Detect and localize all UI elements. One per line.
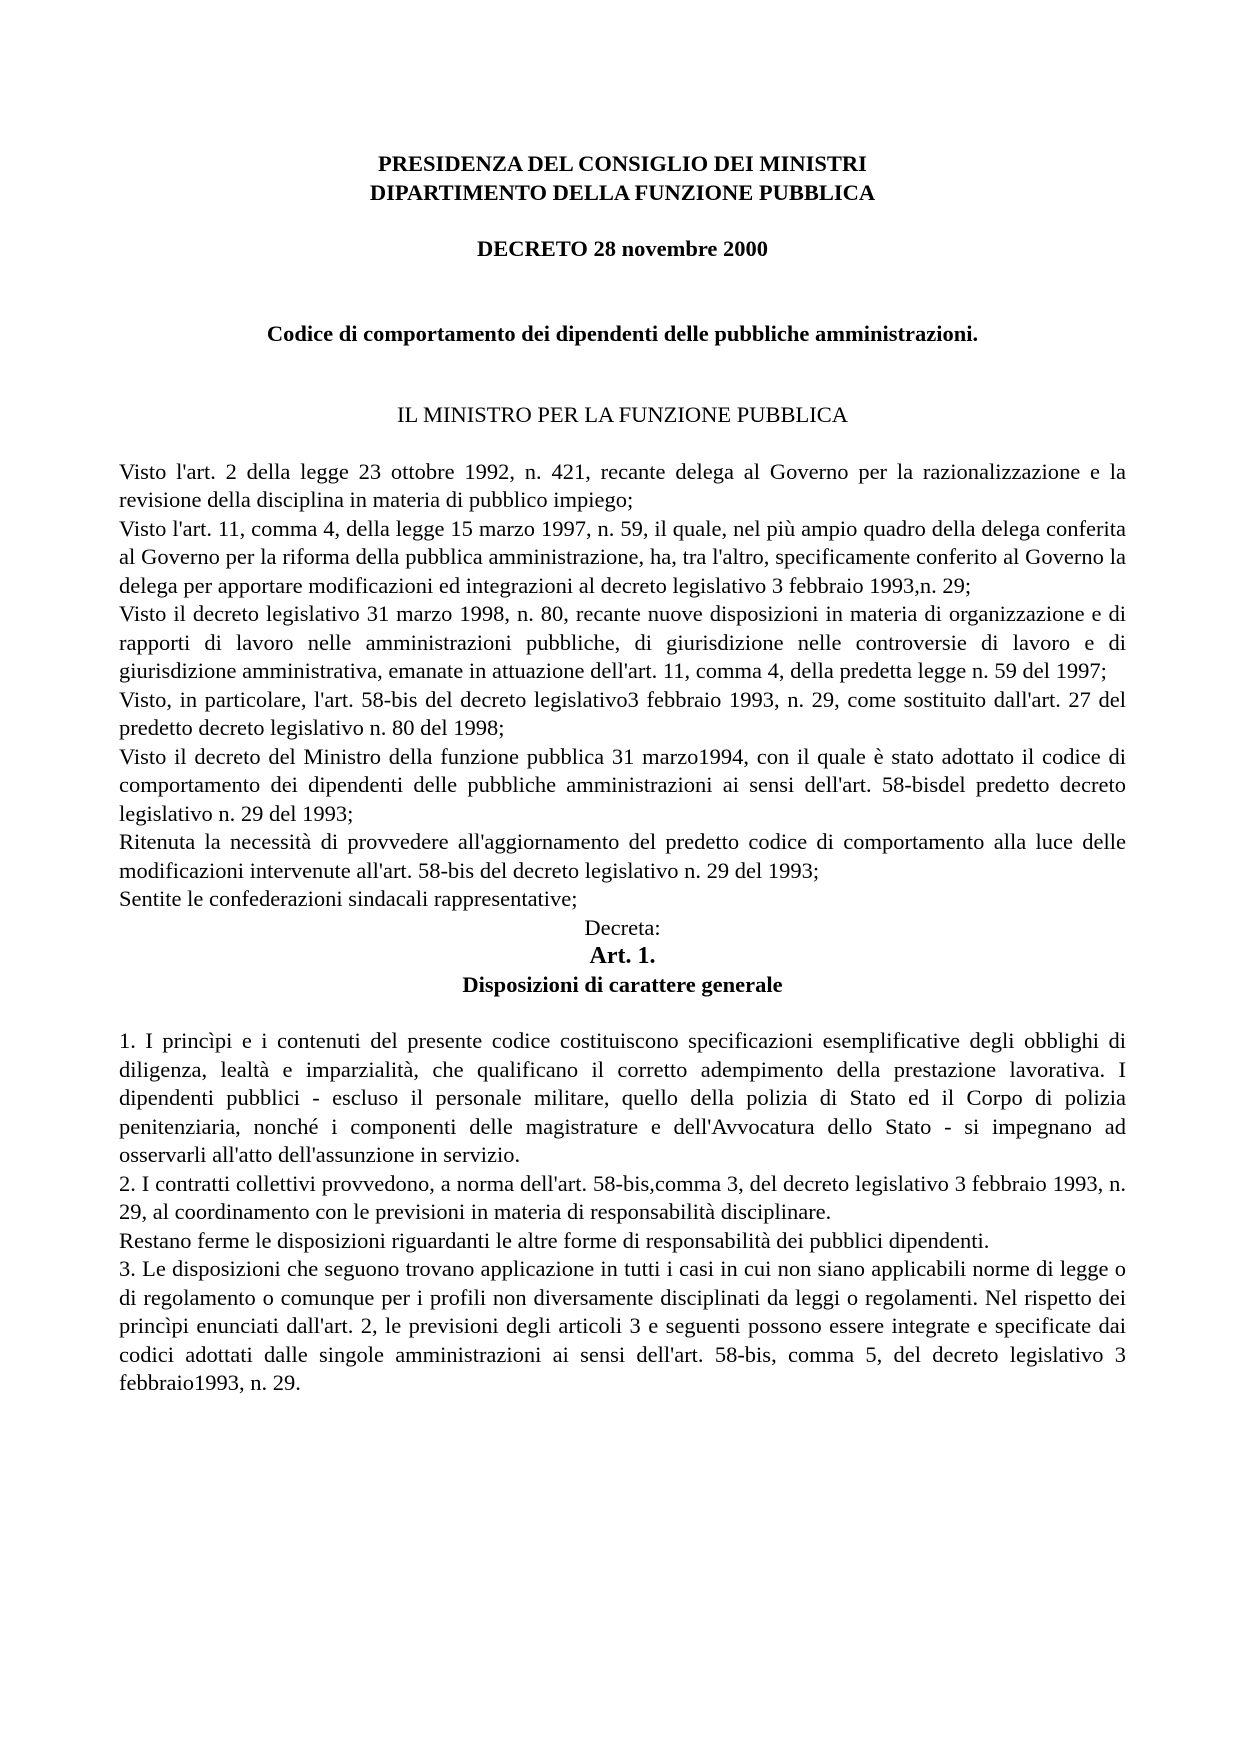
premise: Sentite le confederazioni sindacali rappresentative; (119, 886, 578, 911)
premise: Visto, in particolare, l'art. 58-bis del decreto legislativo3 febbraio 1993, n. 29, come sostituito dall'art. 27 del predetto decreto legislativo n. 80 del 1998; (119, 686, 1126, 740)
article-paragraph: 1. I princìpi e i contenuti del presente codice costituiscono specificazioni esemplificative degli obblighi di diligenza, lealtà e imparzialità, che qualificano il corretto adempimento della prestazione lavorativa. I dipendenti pubblici - escluso il personale militare, quello della polizia di Stato ed il Corpo di polizia penitenziaria, nonché i componenti delle magistrature e dell'Avvocatura dello Stato - si impegnano ad osservarli all'atto dell'assunzione in servizio. (119, 1028, 1126, 1167)
premise: Visto l'art. 2 della legge 23 ottobre 1992, n. 421, recante delega al Governo per la razionalizzazione e la revisione della disciplina in materia di pubblico impiego; (119, 458, 1126, 512)
premise: Ritenuta la necessità di provvedere all'aggiornamento del predetto codice di comportamento alla luce delle modificazioni intervenute all'art. 58-bis del decreto legislativo n. 29 del 1993; (119, 829, 1126, 883)
premise: Visto il decreto del Ministro della funzione pubblica 31 marzo1994, con il quale è stato adottato il codice di comportamento dei dipendenti delle pubbliche amministrazioni ai sensi dell'art. 58-bisdel predetto decreto legislativo n. 29 del 1993; (119, 743, 1126, 826)
article-body (119, 1027, 1126, 1398)
article-paragraph: 3. Le disposizioni che seguono trovano applicazione in tutti i casi in cui non siano applicabili norme di legge o di regolamento o comunque per i profili non diversamente disciplinati da leggi o regolamenti. Nel rispetto dei princìpi enunciati dall'art. 2, le previsioni degli articoli 3 e seguenti possono essere integrate e specificate dai codici adottati dalle singole amministrazioni ai sensi dell'art. 58-bis, comma 5, del decreto legislativo 3 febbraio1993, n. 29. (119, 1256, 1126, 1395)
article-heading: Disposizioni di carattere generale (462, 971, 783, 997)
decreta-label: Decreta: (584, 914, 661, 940)
premise: Visto l'art. 11, comma 4, della legge 15 marzo 1997, n. 59, il quale, nel più ampio quadro della delega conferita al Governo per la riforma della pubblica amministrazione, ha, tra l'altro, specificamente conferito al Governo la delega per apportare modificazioni ed integrazioni al decreto legislativo 3 febbraio 1993,n. 29; (119, 515, 1126, 598)
issuer: IL MINISTRO PER LA FUNZIONE PUBBLICA (396, 402, 849, 427)
document-title: Codice di comportamento dei dipendenti delle pubbliche amministrazioni. (266, 320, 979, 346)
premises-section (119, 458, 1126, 914)
decree-date: DECRETO 28 novembre 2000 (476, 236, 769, 261)
document-content (119, 150, 1126, 1398)
article-number: Art. 1. (589, 943, 656, 969)
header-line-2: DIPARTIMENTO DELLA FUNZIONE PUBBLICA (369, 179, 876, 205)
premise: Visto il decreto legislativo 31 marzo 1998, n. 80, recante nuove disposizioni in materia di organizzazione e di rapporti di lavoro nelle amministrazioni pubbliche, di giurisdizione nelle controversie di lavoro e di giurisdizione amministrativa, emanate in attuazione dell'art. 11, comma 4, della predetta legge n. 59 del 1997; (119, 601, 1126, 683)
article-paragraph: Restano ferme le disposizioni riguardanti le altre forme di responsabilità dei pubblici dipendenti. (119, 1227, 990, 1253)
header-line-1: PRESIDENZA DEL CONSIGLIO DEI MINISTRI (378, 151, 867, 176)
article-paragraph: 2. I contratti collettivi provvedono, a norma dell'art. 58-bis,comma 3, del decreto legislativo 3 febbraio 1993, n. 29, al coordinamento con le previsioni in materia di responsabilità disciplinare. (119, 1170, 1126, 1224)
